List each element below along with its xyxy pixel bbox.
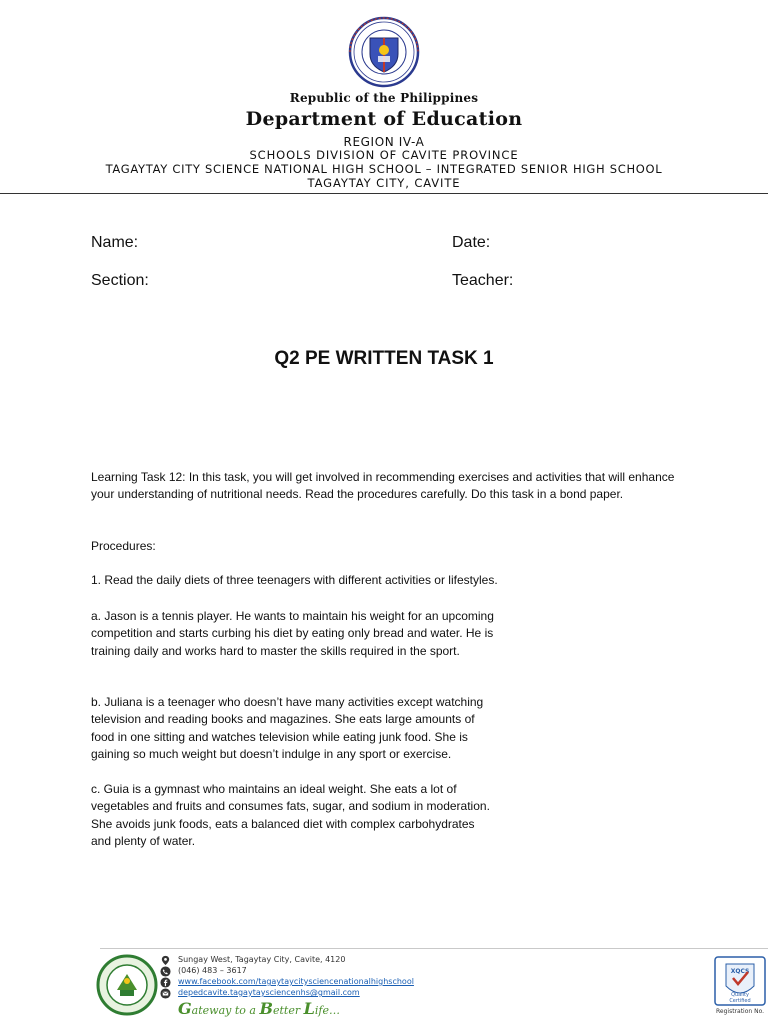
footer-email-link[interactable]: depedcavite.tagaytaysciencenhs@gmail.com: [178, 988, 360, 997]
case-item-c: c. Guia is a gymnast who maintains an ideal weight. She eats a lot of vegetables and fruits and consumes fats, sugar, and sodium in moderation. She avoids junk foods, eats a balanced diet with complex carbohydrates and plenty of water.: [91, 782, 490, 848]
tagline-part-1: ateway to a: [191, 1004, 260, 1017]
registration-number-label: Registration No.: [716, 1008, 765, 1015]
footer-tagline: [178, 999, 340, 1018]
cert-badge-quality: Quality: [731, 992, 749, 998]
section-field-label: Section:: [91, 272, 149, 289]
deped-seal-logo: [338, 16, 430, 88]
cert-badge-label: XQCS: [730, 968, 750, 975]
region-heading: REGION IV-A: [343, 135, 425, 149]
quality-certified-badge: [714, 956, 766, 1006]
tagline-initial-g: G: [178, 999, 192, 1018]
cert-badge-certified: Certified: [729, 998, 751, 1004]
location-pin-icon: [160, 955, 171, 966]
footer-divider: [100, 948, 768, 949]
learning-task-intro: Learning Task 12: In this task, you will get involved in recommending exercises and activities that will enhance your understanding of nutritional needs. Read the procedures carefully. Do this task in a bond paper.: [91, 470, 675, 502]
footer-facebook-link[interactable]: www.facebook.com/tagaytaycitysciencenationalhighschool: [178, 977, 414, 986]
department-heading: Department of Education: [245, 108, 523, 130]
procedure-step-1: 1. Read the daily diets of three teenagers with different activities or lifestyles.: [91, 573, 498, 587]
teacher-field-label: Teacher:: [452, 272, 514, 289]
republic-heading: Republic of the Philippines: [289, 91, 479, 105]
footer-phone: (046) 483 – 3617: [178, 966, 247, 975]
tagline-part-3: ife…: [314, 1004, 340, 1017]
procedures-label: Procedures:: [91, 539, 156, 553]
school-heading: TAGAYTAY CITY SCIENCE NATIONAL HIGH SCHOOL – INTEGRATED SENIOR HIGH SCHOOL: [105, 162, 663, 176]
page-title: Q2 PE WRITTEN TASK 1: [274, 348, 494, 369]
facebook-icon: [160, 977, 171, 988]
tagline-part-2: etter: [272, 1004, 304, 1017]
division-heading: SCHOOLS DIVISION OF CAVITE PROVINCE: [249, 148, 519, 162]
case-item-b: b. Juliana is a teenager who doesn’t have many activities except watching television and reading books and magazines. She eats large amounts of food in one sitting and watches television while eating junk food. She is gaining so much weight but doesn’t indulge in any sport or exercise.: [91, 695, 484, 761]
date-field-label: Date:: [452, 234, 491, 251]
tagline-initial-l: L: [303, 999, 315, 1018]
phone-icon: [160, 966, 171, 977]
footer-address: Sungay West, Tagaytay City, Cavite, 4120: [178, 955, 346, 964]
case-item-a: a. Jason is a tennis player. He wants to maintain his weight for an upcoming competition and starts curbing his diet by eating only bread and water. He is training daily and works hard to master the skills required in the sport.: [91, 609, 494, 658]
email-icon: [160, 988, 171, 999]
school-seal-logo: [96, 954, 158, 1016]
city-heading: TAGAYTAY CITY, CAVITE: [307, 176, 461, 190]
tagline-initial-b: B: [259, 999, 273, 1018]
name-field-label: Name:: [91, 234, 139, 251]
header-divider: [0, 193, 768, 194]
